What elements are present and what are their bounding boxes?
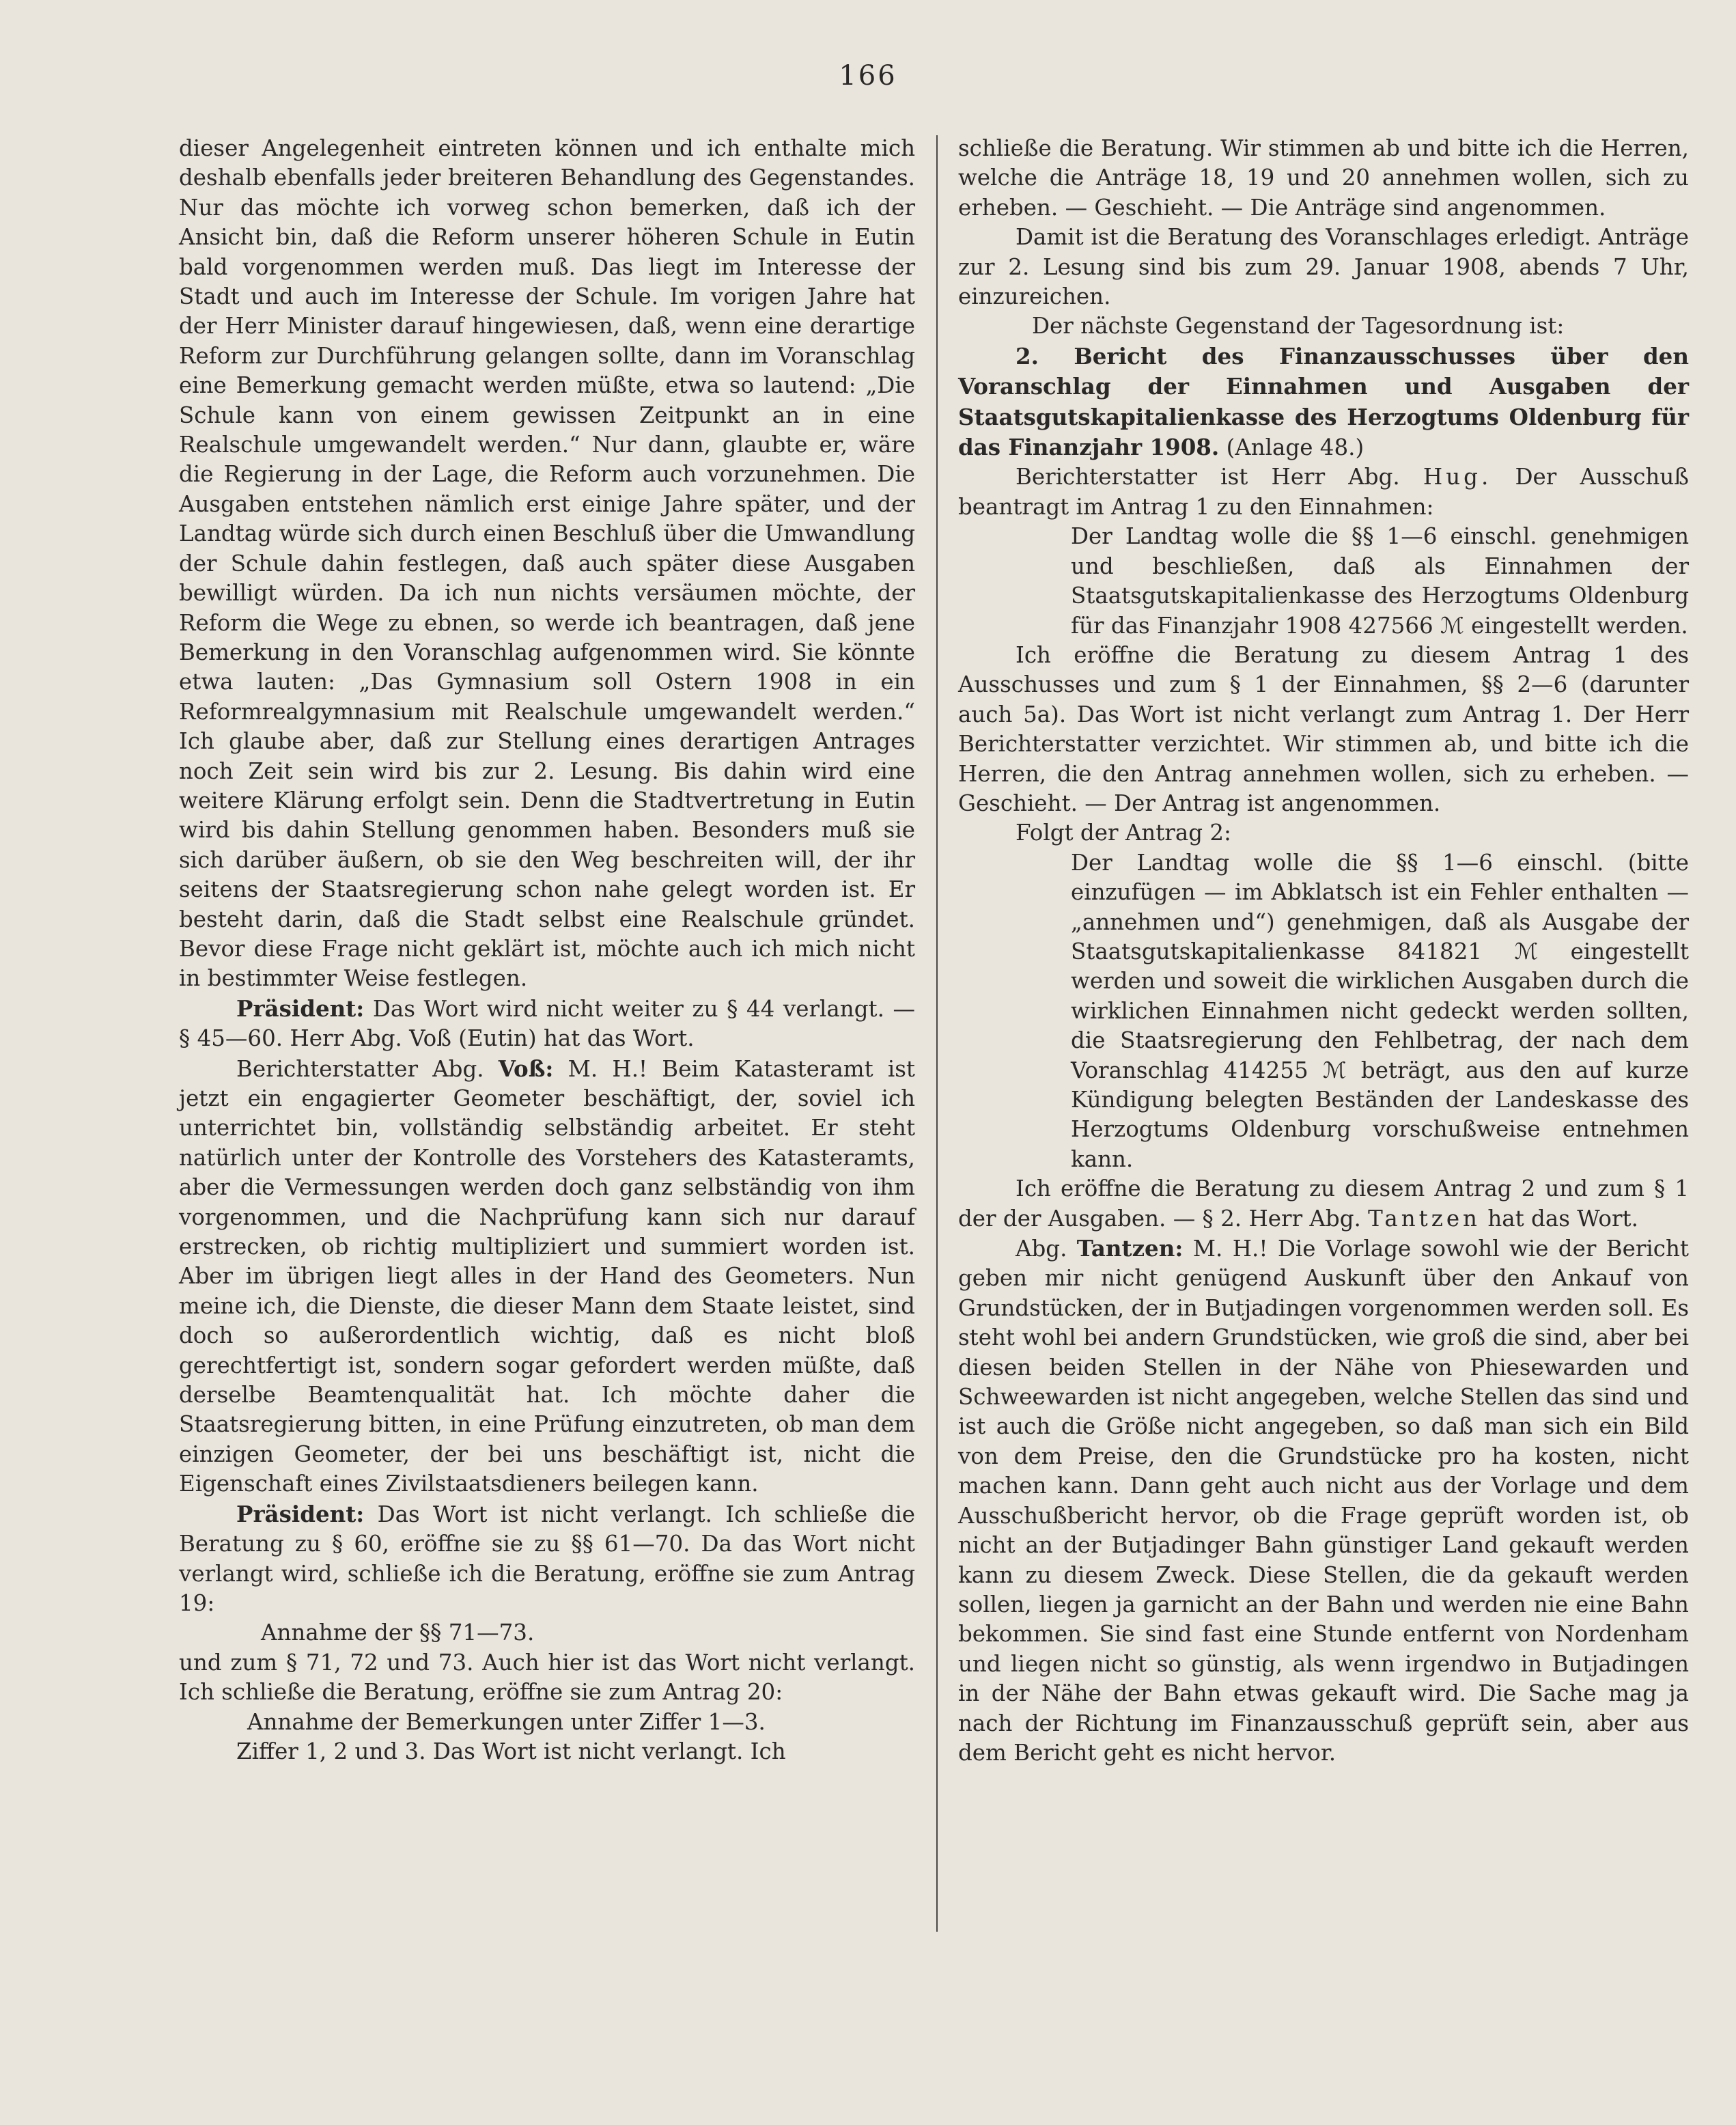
left-paragraph-8: Ziffer 1, 2 und 3. Das Wort ist nicht verlangt. Ich: [236, 1738, 786, 1764]
left-column: [179, 134, 915, 1766]
speech-text: M. H.! Beim Katasteramt ist jetzt ein engagierter Geometer beschäftigt, der, soviel ich unterrichtet bin, vollständig selbständig arbeitet. Er steht natürlich unter der Kontrolle des Vorstehers des Katasteramts, aber die Vermessungen werden doch ganz selbständig von ihm vorgenommen, und die Nachprüfung kann sich nur darauf erstrecken, ob richtig multipliziert und summiert worden ist. Aber im übrigen liegt alles in der Hand des Geometers. Nun meine ich, die Dienste, die dieser Mann dem Staate leistet, sind doch so außerordentlich wichtig, daß es nicht bloß gerechtfertigt ist, sondern sogar gefordert werden müßte, daß derselbe Beamtenqualität hat. Ich möchte daher die Staatsregierung bitten, in eine Prüfung einzutreten, ob man dem einzigen Geometer, der bei uns beschäftigt ist, nicht die Eigenschaft eines Zivilstaatsdieners beilegen kann.: [179, 1055, 915, 1497]
left-paragraph-6: und zum § 71, 72 und 73. Auch hier ist das Wort nicht verlangt. Ich schließe die Beratung, eröffne sie zum Antrag 20:: [179, 1649, 915, 1706]
speech-text: M. H.! Die Vorlage sowohl wie der Bericht geben mir nicht genügend Auskunft über den Ankauf von Grundstücken, der in Butjadingen vorgenommen werden soll. Es steht wohl bei andern Grundstücken, wie groß die sind, aber bei diesen beiden Stellen in der Nähe von Phiesewarden und Schweewarden ist nicht angegeben, welche Stellen das sind und ist auch die Größe nicht angegeben, so daß man sich ein Bild von dem Preise, den die Grundstücke pro ha kosten, nicht machen kann. Dann geht auch nicht aus der Vorlage und dem Ausschußbericht hervor, ob die Frage geprüft worden ist, ob nicht an der Butjadinger Bahn günstiger Land gekauft werden kann zu diesem Zweck. Diese Stellen, die da gekauft werden sollen, liegen ja garnicht an der Bahn und werden nie eine Bahn bekommen. Sie sind fast eine Stunde entfernt von Nordenham und liegen nicht so günstig, als wenn irgendwo in Butjadingen in der Nähe der Bahn etwas gekauft wird. Die Sache mag ja nach der Richtung im Finanzausschuß geprüft sein, aber aus dem Bericht geht es nicht hervor.: [958, 1236, 1689, 1766]
speech-text: Ich eröffne die Beratung zu diesem Antrag 2 und zum § 1 der der Ausgaben. — § 2. Herr Abg.: [958, 1176, 1689, 1232]
left-paragraph-1: dieser Angelegenheit eintreten können und ich enthalte mich deshalb ebenfalls jeder breiteren Behandlung des Gegenstandes. Nur das möchte ich vorweg schon bemerken, daß ich der Ansicht bin, daß die Reform unserer höheren Schule in Eutin bald vorgenommen werden muß. Das liegt im Interesse der Stadt und auch im Interesse der Schule. Im vorigen Jahre hat der Herr Minister darauf hingewiesen, daß, wenn eine derartige Reform zur Durchführung gelangen sollte, dann im Voranschlag eine Bemerkung gemacht werden müßte, etwa so lautend: „Die Schule kann von einem gewissen Zeitpunkt an in eine Realschule umgewandelt werden.“ Nur dann, glaubte er, wäre die Regierung in der Lage, die Reform auch vorzunehmen. Die Ausgaben entstehen nämlich erst einige Jahre später, und der Landtag würde sich durch einen Beschluß über die Umwandlung der Schule dahin festlegen, daß auch später diese Ausgaben bewilligt würden. Da ich nun nichts versäumen möchte, der Reform die Wege zu ebnen, so werde ich beantragen, daß jene Bemerkung in den Voranschlag aufgenommen wird. Sie könnte etwa lauten: „Das Gymnasium soll Ostern 1908 in ein Reformrealgymnasium mit Realschule umgewandelt werden.“ Ich glaube aber, daß zur Stellung eines derartigen Antrages noch Zeit sein wird bis zur 2. Lesung. Bis dahin wird eine weitere Klärung erfolgt sein. Denn die Stadtvertretung in Eutin wird bis dahin Stellung genommen haben. Besonders muß sie sich darüber äußern, ob sie den Weg beschreiten will, der ihr seitens der Staatsregierung schon nahe gelegt worden ist. Er besteht darin, daß die Stadt selbst eine Realschule gründet. Bevor diese Frage nicht geklärt ist, möchte auch ich mich nicht in bestimmter Weise festlegen.: [179, 135, 915, 992]
agenda-intro: Der nächste Gegenstand der Tagesordnung ist:: [1032, 313, 1565, 339]
speech-text: Das Wort wird nicht weiter zu § 44 verlangt. — § 45—60. Herr Abg. Voß (Eutin) hat das Wort.: [179, 995, 915, 1052]
right-paragraph-1: schließe die Beratung. Wir stimmen ab und bitte ich die Herren, welche die Anträge 18, 19 und 20 annehmen wollen, sich zu erheben. — Geschieht. — Die Anträge sind angenommen.: [958, 135, 1689, 221]
speaker-label: Präsident:: [236, 1500, 365, 1527]
speech-text: Das Wort ist nicht verlangt. Ich schließe die Beratung zu § 60, eröffne sie zu §§ 61—70. Da das Wort nicht verlangt wird, schließe ich die Beratung, eröffne sie zum Antrag 19:: [179, 1501, 915, 1616]
left-paragraph-3: [179, 1054, 915, 1499]
motion-1-text: Der Landtag wolle die §§ 1—6 einschl. genehmigen und beschließen, daß als Einnahmen der Staatsgutskapitalienkasse des Herzogtums Oldenburg für das Finanzjahr 1908 427566 ℳ eingestellt werden.: [1071, 523, 1689, 639]
rapporteur-text: Der Ausschuß beantragt im Antrag 1 zu den Einnahmen:: [958, 464, 1689, 520]
right-paragraph-8: Folgt der Antrag 2:: [1016, 820, 1231, 846]
speaker-prefix: Berichterstatter Abg.: [236, 1055, 499, 1082]
member-name: Tantzen: [1368, 1205, 1481, 1232]
right-paragraph-10: [958, 1174, 1689, 1234]
right-paragraph-5: [958, 462, 1689, 522]
page-number: 166: [839, 60, 897, 92]
motion-text: Annahme der §§ 71—73.: [261, 1620, 535, 1646]
speech-text: hat das Wort.: [1480, 1205, 1638, 1232]
right-paragraph-7: Ich eröffne die Beratung zu diesem Antrag 1 des Ausschusses und zum § 1 der Einnahmen, §§ 2—6 (darunter auch 5a). Das Wort ist nicht verlangt zum Antrag 1. Der Herr Berichterstatter verzichtet. Wir stimmen ab, und bitte ich die Herren, die den Antrag annehmen wollen, sich zu erheben. — Geschieht. — Der Antrag ist angenommen.: [958, 641, 1689, 816]
right-column: [958, 134, 1689, 1768]
agenda-title: 2. Bericht des Finanzausschusses über den Voranschlag der Einnahmen und Ausgaben der Staatsgutskapitalienkasse des Herzogtums Oldenburg für das Finanzjahr 1908.: [958, 342, 1689, 461]
motion-2-text: Der Landtag wolle die §§ 1—6 einschl. (bitte einzufügen — im Abklatsch ist ein Fehler enthalten — „annehmen und“) genehmigen, daß als Ausgabe der Staatsgutskapitalienkasse 841821 ℳ eingestellt werden und soweit die wirklichen Ausgaben durch die wirklichen Einnahmen nicht gedeckt werden sollten, die Staatsregierung den Fehlbetrag, der nach dem Voranschlag 414255 ℳ beträgt, aus den auf kurze Kündigung belegten Beständen der Landeskasse des Herzogtums Oldenburg vorschußweise entnehmen kann.: [1071, 849, 1689, 1172]
rapporteur-name: Hug.: [1423, 464, 1492, 490]
speaker-label: Voß:: [498, 1055, 554, 1082]
right-paragraph-11: [958, 1234, 1689, 1768]
agenda-item-heading: [958, 342, 1689, 463]
left-paragraph-4: [179, 1499, 915, 1619]
speaker-label: Tantzen:: [1076, 1235, 1184, 1262]
motion-text: Annahme der Bemerkungen unter Ziffer 1—3.: [247, 1708, 766, 1735]
right-paragraph-2: Damit ist die Beratung des Voranschlages erledigt. Anträge zur 2. Lesung sind bis zum 29. Januar 1908, abends 7 Uhr, einzureichen.: [958, 224, 1689, 310]
agenda-annex: (Anlage 48.): [1219, 434, 1364, 461]
speaker-label: Präsident:: [236, 995, 365, 1022]
left-paragraph-2: [179, 994, 915, 1054]
rapporteur-prefix: Berichterstatter ist Herr Abg.: [1016, 464, 1423, 490]
speaker-prefix: Abg.: [1016, 1236, 1077, 1262]
column-divider: [936, 135, 938, 1932]
